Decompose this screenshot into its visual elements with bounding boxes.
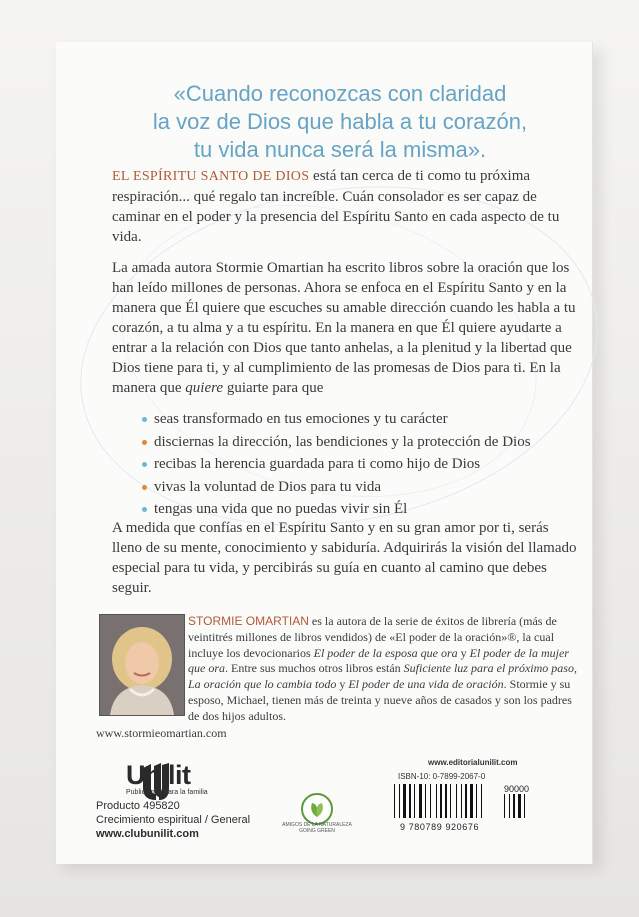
paragraph-end: guiarte para que bbox=[226, 380, 324, 396]
intro-text: está tan cerca de ti como tu próxima respiración... qué regalo tan increíble. Cuán consolador es ser capaz de caminar en el poder y la presencia del Espíritu Santo en cada aspecto de tu vida. bbox=[112, 168, 560, 245]
book-title: Suficiente luz para el próximo paso bbox=[403, 661, 574, 676]
benefit-list bbox=[142, 408, 582, 521]
book-title: El poder de la esposa que ora bbox=[313, 645, 458, 660]
bio-text: ®, la cual incluye los devocionarios bbox=[188, 629, 555, 660]
bio-text: y bbox=[339, 677, 346, 692]
list-item: tengas una vida que no puedas vivir sin Él bbox=[142, 498, 582, 521]
paragraph-emphasis: quiere bbox=[185, 380, 224, 396]
publisher-info bbox=[96, 799, 250, 841]
bio-text: es la autora de la serie de éxitos de librería (más de veintitrés millones de libros vendidos) de «El poder de la oración» bbox=[188, 614, 557, 644]
publisher-site: www.clubunilit.com bbox=[96, 828, 199, 840]
author-photo bbox=[99, 614, 185, 716]
description-paragraph bbox=[112, 258, 582, 398]
bio-text: , bbox=[573, 661, 577, 676]
product-code: Producto 495820 bbox=[96, 800, 180, 812]
publisher-tagline: Publicamos para la familia bbox=[126, 789, 208, 796]
quote-line: «Cuando reconozcas con claridad bbox=[173, 81, 507, 106]
bio-text: . Stormie y su esposo, Michael, tienen más de treinta y nueve años de casados y son los padres de dos hijos adultos. bbox=[188, 677, 572, 723]
pull-quote bbox=[110, 80, 570, 164]
list-item: recibas la herencia guardada para ti como hijo de Dios bbox=[142, 453, 582, 476]
price-code: 90000 bbox=[504, 784, 530, 794]
list-item: seas transformado en tus emociones y tu carácter bbox=[142, 408, 582, 431]
intro-highlight: EL ESPÍRITU SANTO DE DIOS bbox=[112, 169, 310, 184]
isbn: ISBN-10: 0-7899-2067-0 bbox=[398, 772, 486, 781]
author-bio bbox=[188, 614, 584, 725]
publisher-name: Unilit bbox=[126, 760, 191, 790]
book-title: La oración que lo cambia todo bbox=[188, 677, 337, 692]
list-item: disciernas la dirección, las bendiciones y la protección de Dios bbox=[142, 431, 582, 454]
quote-line: la voz de Dios que habla a tu corazón, bbox=[152, 109, 528, 134]
closing-paragraph: A medida que confías en el Espíritu Santo y en su gran amor por ti, serás lleno de su mente, conocimiento y sabiduría. Adquirirás la visión del llamado especial para tu vida, y percibirás su guía en cuanto al camino que debes seguir. bbox=[112, 520, 577, 596]
green-badge-label: AMIGOS DE LA NATURALEZA GOING GREEN bbox=[282, 822, 352, 834]
quote-line: tu vida nunca será la misma». bbox=[193, 137, 487, 162]
category: Crecimiento espiritual / General bbox=[96, 814, 251, 826]
leaf-icon bbox=[300, 792, 334, 826]
intro-paragraph bbox=[112, 166, 582, 247]
paragraph-text: La amada autora Stormie Omartian ha escrito libros sobre la oración que los han leído millones de personas. Ahora se enfoca en el Espíritu Santo y en la manera que Él quiere que escuches su amable dirección cuando les habla a tu corazón, a tu alma y a tu espíritu. En la manera en que Él quiere ayudarte a entrar a la relación con Dios que tanto anhelas, a la plenitud y la libertad que Dios tiene para ti, y al cumplimiento de las promesas de Dios para ti. En la manera que bbox=[112, 260, 576, 396]
book-title: El poder de una vida de oración bbox=[348, 677, 504, 692]
barcode-site: www.editorialunilit.com bbox=[428, 758, 518, 767]
barcode-number: 9 780789 920676 bbox=[400, 822, 480, 832]
list-item: vivas la voluntad de Dios para tu vida bbox=[142, 476, 582, 499]
author-name: STORMIE OMARTIAN bbox=[188, 614, 309, 628]
bio-text: y bbox=[460, 645, 467, 660]
author-website: www.stormieomartian.com bbox=[96, 726, 227, 740]
bio-text: . Entre sus muchos otros libros están bbox=[225, 661, 401, 676]
book-title: El poder de la mujer que ora bbox=[188, 645, 569, 676]
